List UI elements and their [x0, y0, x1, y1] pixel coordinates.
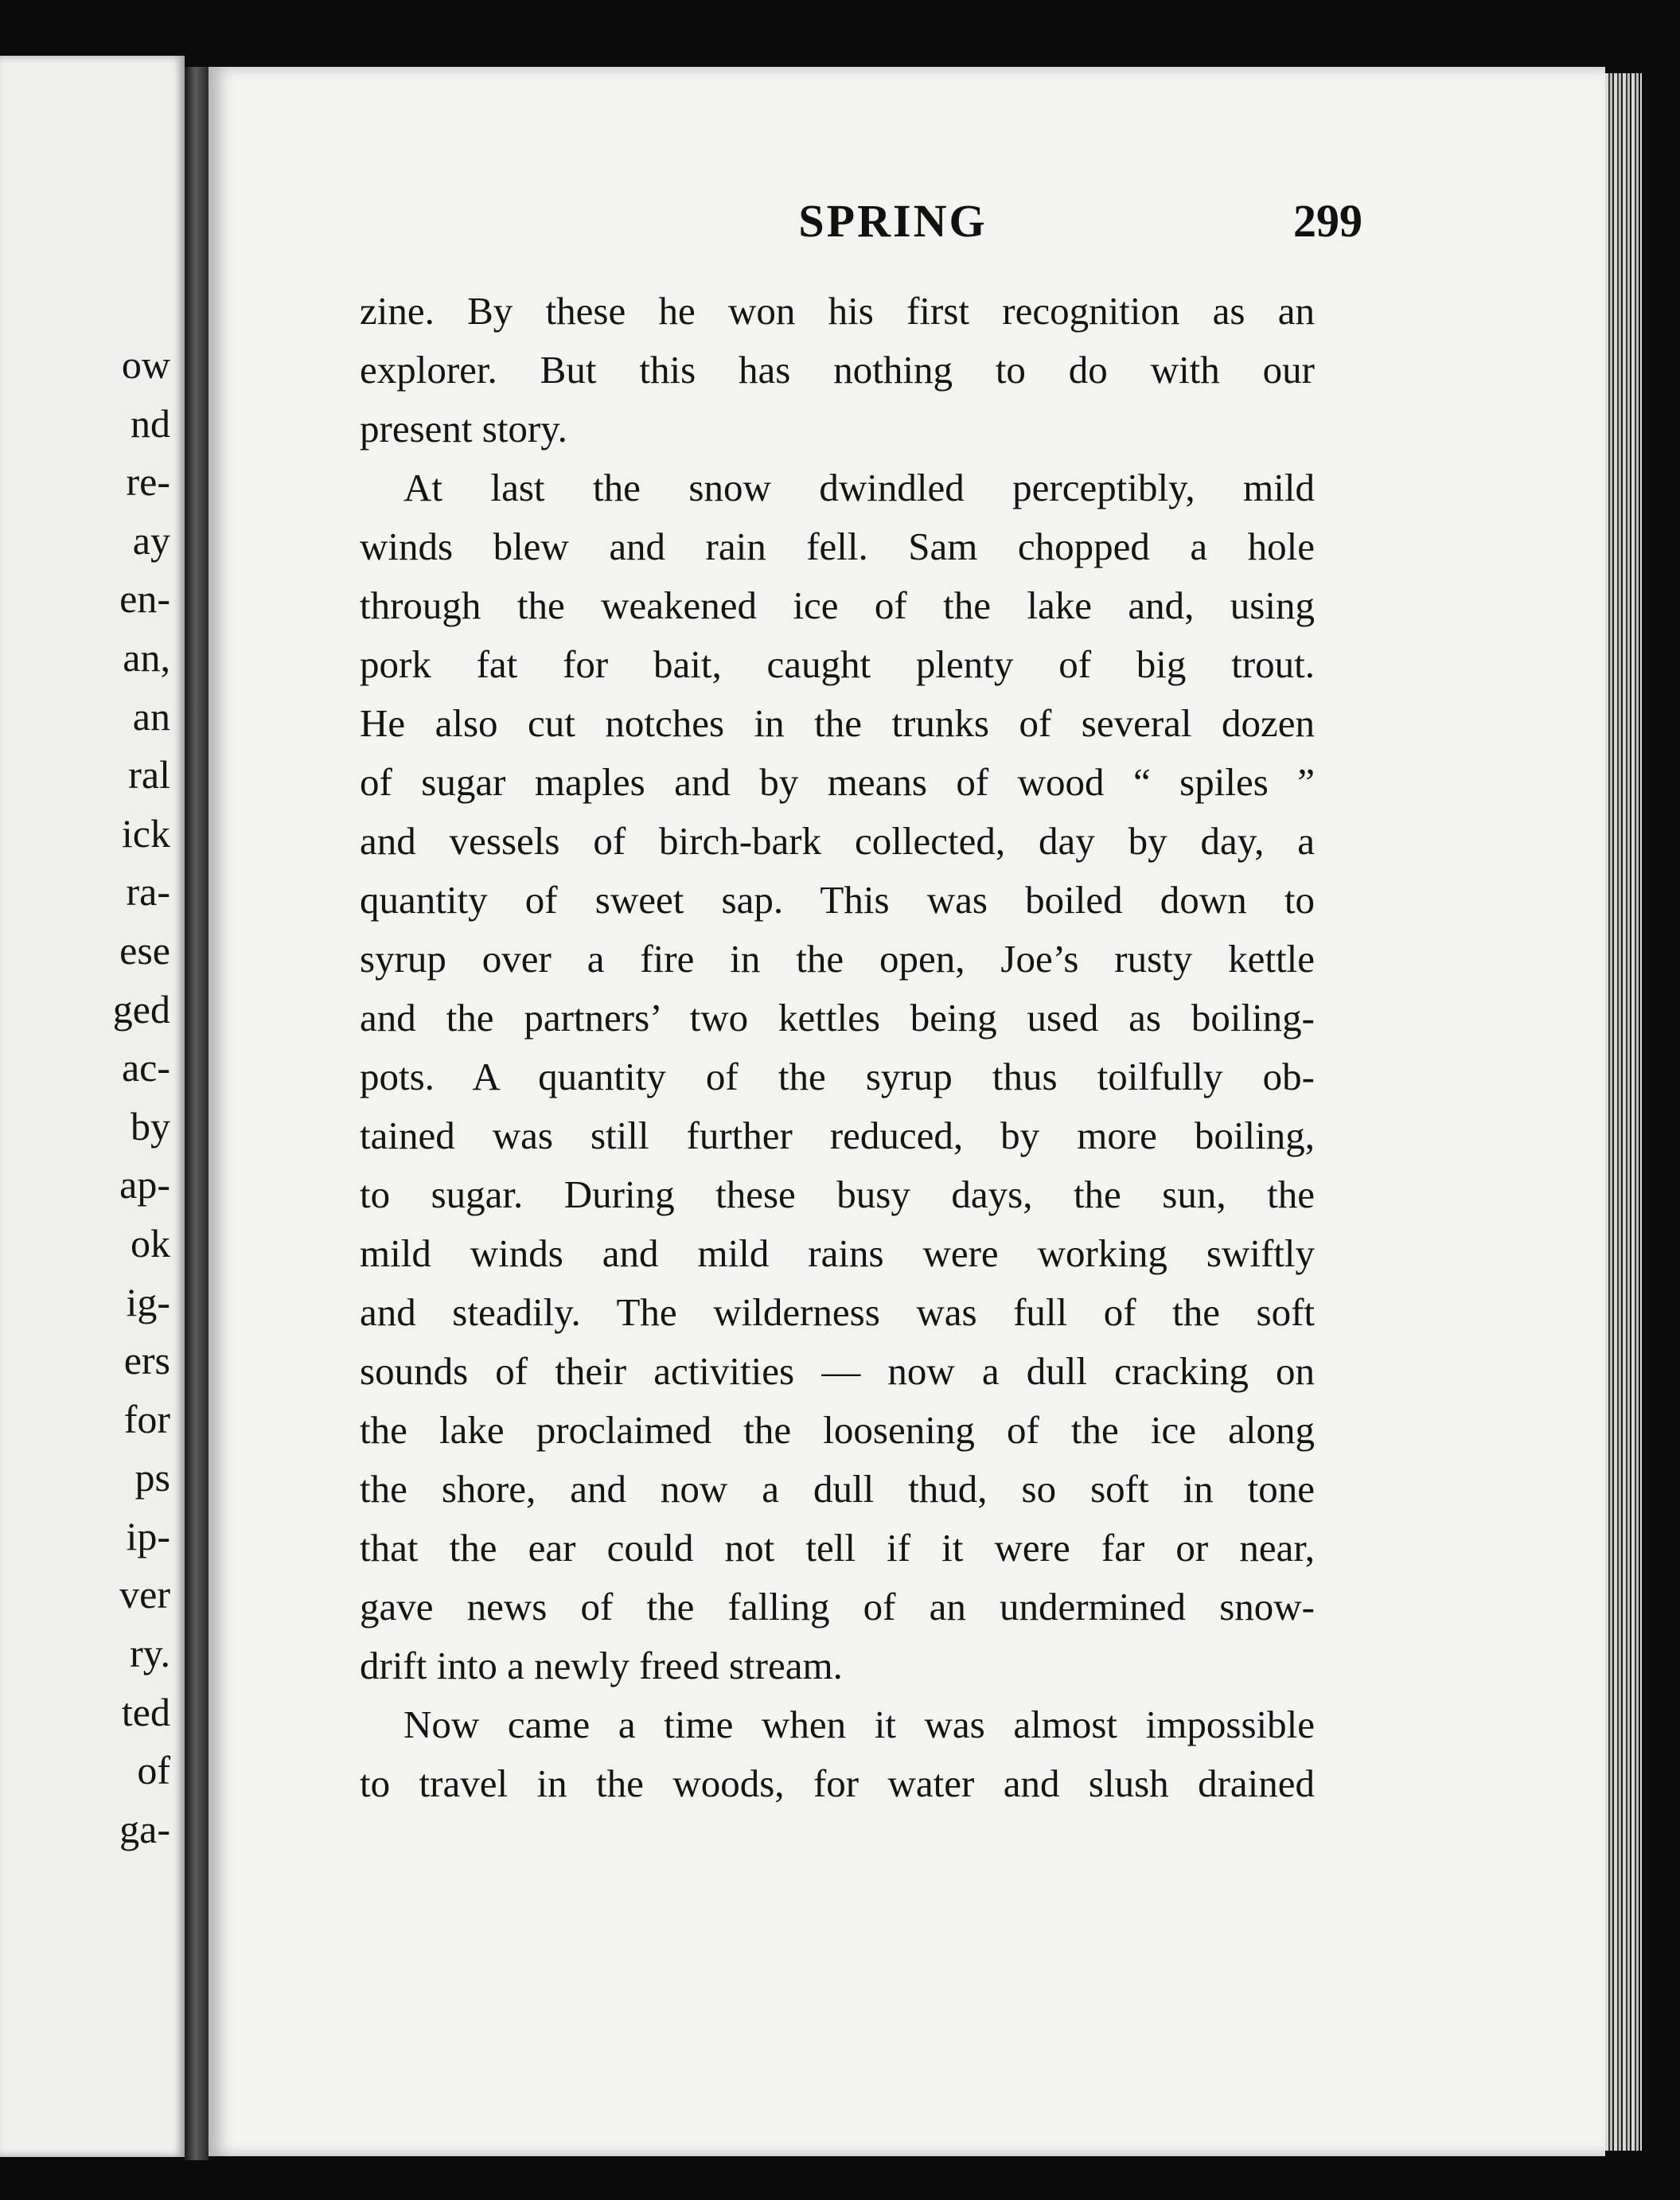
text-line: sounds of their activities — now a dull cracking on [360, 1349, 1315, 1393]
previous-page-line: an, [123, 634, 170, 680]
previous-page-line: ap- [119, 1162, 170, 1207]
previous-page-line: an [132, 693, 170, 739]
text-line: and the partners’ two kettles being used as boiling- [360, 996, 1315, 1040]
previous-page-line: of [137, 1748, 170, 1793]
previous-page-line: en- [119, 576, 170, 622]
page-block-edges [1605, 73, 1642, 2151]
text-line: pork fat for bait, caught plenty of big trout. [360, 642, 1315, 686]
previous-page-line: ese [119, 927, 170, 973]
text-line: explorer. But this has nothing to do with our [360, 348, 1315, 392]
previous-page-line: ok [131, 1220, 170, 1266]
previous-page-line: nd [131, 400, 170, 446]
previous-page-line: ry. [130, 1631, 170, 1676]
text-line: zine. By these he won his first recognition as an [360, 289, 1315, 333]
text-line: tained was still further reduced, by more boiling, [360, 1114, 1315, 1157]
text-line: pots. A quantity of the syrup thus toilfully ob- [360, 1055, 1315, 1098]
previous-page-text [113, 336, 170, 1859]
text-line: At last the snow dwindled perceptibly, mild [403, 466, 1315, 509]
chapter-title: SPRING [798, 195, 988, 247]
text-line: the shore, and now a dull thud, so soft in tone [360, 1467, 1315, 1511]
text-line: the lake proclaimed the loosening of the ice along [360, 1408, 1315, 1452]
text-line: through the weakened ice of the lake and, using [360, 583, 1315, 627]
current-page [209, 67, 1605, 2156]
previous-page-line: ral [128, 752, 170, 798]
text-line: winds blew and rain fell. Sam chopped a hole [360, 525, 1315, 568]
text-line: and steadily. The wilderness was full of the soft [360, 1290, 1315, 1334]
text-line: that the ear could not tell if it were far or near, [360, 1526, 1315, 1570]
text-line: quantity of sweet sap. This was boiled down to [360, 878, 1315, 922]
previous-page-line: ted [121, 1689, 170, 1734]
running-head [209, 194, 1605, 266]
previous-page-line: ver [119, 1572, 170, 1617]
text-line: gave news of the falling of an undermined snow- [360, 1585, 1315, 1629]
page-body-text [360, 282, 1315, 1813]
previous-page-line: ay [132, 517, 170, 563]
previous-page-line: for [123, 1396, 170, 1441]
text-line: drift into a newly freed stream. [360, 1644, 843, 1687]
previous-page-line: ac- [121, 1045, 170, 1090]
previous-page-line: re- [126, 459, 170, 505]
previous-page-line: ick [121, 810, 170, 856]
book-spine [185, 67, 209, 2160]
previous-page-line: by [131, 1103, 170, 1149]
text-line: He also cut notches in the trunks of several dozen [360, 701, 1315, 745]
previous-page-line: ps [134, 1455, 170, 1500]
text-line: syrup over a fire in the open, Joe’s rusty kettle [360, 937, 1315, 981]
previous-page-line: ged [112, 986, 170, 1032]
text-line: Now came a time when it was almost impossible [403, 1703, 1315, 1746]
previous-page [0, 56, 185, 2157]
text-line: and vessels of birch-bark collected, day by day, a [360, 819, 1315, 863]
previous-page-line: ig- [126, 1279, 170, 1324]
text-line: to travel in the woods, for water and slush drained [360, 1761, 1315, 1805]
previous-page-line: ra- [126, 869, 170, 915]
previous-page-line: ow [121, 342, 170, 387]
previous-page-line: ip- [126, 1513, 170, 1558]
text-line: of sugar maples and by means of wood “ spiles ” [360, 760, 1315, 804]
text-line: mild winds and mild rains were working swiftly [360, 1231, 1315, 1275]
previous-page-line: ga- [119, 1806, 170, 1851]
previous-page-line: ers [123, 1338, 170, 1383]
text-line: present story. [360, 407, 567, 451]
page-number: 299 [1293, 195, 1362, 247]
text-line: to sugar. During these busy days, the sun, the [360, 1172, 1315, 1216]
